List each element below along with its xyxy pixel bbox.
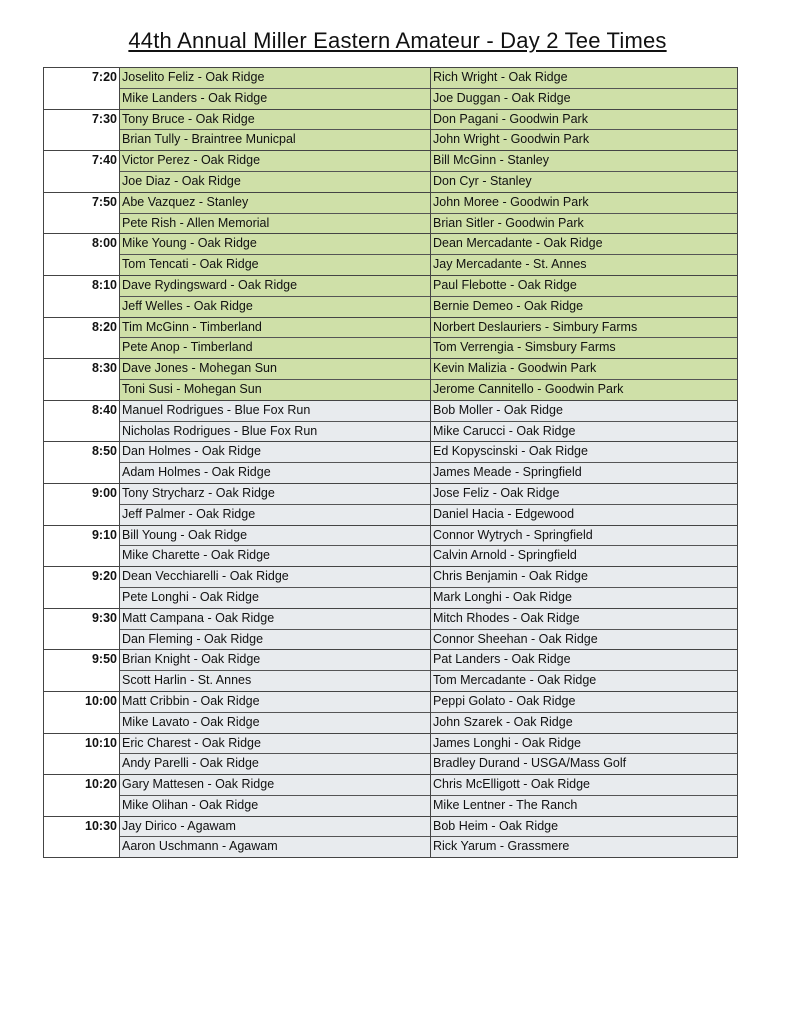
tee-time: 8:40 (44, 400, 120, 442)
player-name: Chris Benjamin - Oak Ridge (431, 567, 737, 588)
player-name: Mike Lentner - The Ranch (433, 797, 578, 812)
pair-two (431, 525, 738, 567)
player-name: Tom Tencati - Oak Ridge (122, 257, 259, 272)
player-name: Mitch Rhodes - Oak Ridge (431, 609, 737, 630)
pair-one (120, 442, 431, 484)
player-name: Jay Dirico - Agawam (120, 817, 430, 838)
player-name: Dave Jones - Mohegan Sun (120, 359, 430, 380)
pair-two (431, 483, 738, 525)
tee-time: 10:20 (44, 775, 120, 817)
pair-two (431, 400, 738, 442)
tee-time-row (44, 68, 738, 110)
pair-one (120, 317, 431, 359)
pair-one (120, 192, 431, 234)
tee-time-row (44, 816, 738, 858)
player-name: Bill McGinn - Stanley (431, 151, 737, 172)
tee-time: 7:50 (44, 192, 120, 234)
pair-two (431, 608, 738, 650)
pair-one (120, 733, 431, 775)
tee-time: 7:40 (44, 151, 120, 193)
tee-time-row (44, 483, 738, 525)
pair-two (431, 691, 738, 733)
player-name: Ed Kopyscinski - Oak Ridge (431, 442, 737, 463)
player-name: Mike Landers - Oak Ridge (122, 90, 268, 105)
player-name: Mike Young - Oak Ridge (120, 234, 430, 255)
pair-one (120, 234, 431, 276)
pair-one (120, 567, 431, 609)
tee-time: 8:00 (44, 234, 120, 276)
tee-time: 7:20 (44, 68, 120, 110)
tee-time: 9:10 (44, 525, 120, 567)
pair-one (120, 109, 431, 151)
player-name: Bill Young - Oak Ridge (120, 526, 430, 547)
player-name: Pete Rish - Allen Memorial (122, 215, 270, 230)
tee-time: 8:50 (44, 442, 120, 484)
player-name: Matt Campana - Oak Ridge (120, 609, 430, 630)
player-name: Mike Carucci - Oak Ridge (433, 423, 576, 438)
player-name: Mike Charette - Oak Ridge (122, 548, 270, 563)
player-name: Pete Longhi - Oak Ridge (122, 589, 259, 604)
pair-two (431, 359, 738, 401)
pair-two (431, 317, 738, 359)
player-name: Jay Mercadante - St. Annes (433, 257, 587, 272)
player-name: Tony Bruce - Oak Ridge (120, 110, 430, 131)
player-name: Tom Verrengia - Simsbury Farms (433, 340, 616, 355)
player-name: Tom Mercadante - Oak Ridge (433, 673, 597, 688)
player-name: Rick Yarum - Grassmere (433, 839, 570, 854)
pair-two (431, 151, 738, 193)
tee-time-row (44, 567, 738, 609)
pair-one (120, 275, 431, 317)
tee-time-row (44, 151, 738, 193)
player-name: Aaron Uschmann - Agawam (122, 839, 278, 854)
player-name: Victor Perez - Oak Ridge (120, 151, 430, 172)
pair-two (431, 234, 738, 276)
player-name: Andy Parelli - Oak Ridge (122, 756, 259, 771)
pair-one (120, 775, 431, 817)
player-name: Dan Holmes - Oak Ridge (120, 442, 430, 463)
pair-two (431, 816, 738, 858)
tee-time: 9:00 (44, 483, 120, 525)
player-name: Abe Vazquez - Stanley (120, 193, 430, 214)
player-name: Rich Wright - Oak Ridge (431, 68, 737, 89)
player-name: Dean Vecchiarelli - Oak Ridge (120, 567, 430, 588)
player-name: Bernie Demeo - Oak Ridge (433, 298, 584, 313)
player-name: Bradley Durand - USGA/Mass Golf (433, 756, 627, 771)
player-name: Bob Moller - Oak Ridge (431, 401, 737, 422)
player-name: Matt Cribbin - Oak Ridge (120, 692, 430, 713)
tee-time-row (44, 733, 738, 775)
pair-one (120, 483, 431, 525)
player-name: Norbert Deslauriers - Simbury Farms (431, 318, 737, 339)
tee-time-row (44, 109, 738, 151)
player-name: Manuel Rodrigues - Blue Fox Run (120, 401, 430, 422)
pair-one (120, 359, 431, 401)
player-name: Pat Landers - Oak Ridge (431, 650, 737, 671)
player-name: Calvin Arnold - Springfield (433, 548, 577, 563)
pair-two (431, 775, 738, 817)
player-name: Dean Mercadante - Oak Ridge (431, 234, 737, 255)
player-name: Don Cyr - Stanley (433, 173, 532, 188)
tee-time: 8:10 (44, 275, 120, 317)
player-name: Dan Fleming - Oak Ridge (122, 631, 264, 646)
tee-time: 9:50 (44, 650, 120, 692)
player-name: Kevin Malizia - Goodwin Park (431, 359, 737, 380)
pair-one (120, 608, 431, 650)
player-name: Brian Sitler - Goodwin Park (433, 215, 584, 230)
player-name: Peppi Golato - Oak Ridge (431, 692, 737, 713)
player-name: John Moree - Goodwin Park (431, 193, 737, 214)
tee-time-row (44, 400, 738, 442)
pair-two (431, 442, 738, 484)
pair-two (431, 192, 738, 234)
pair-two (431, 567, 738, 609)
tee-time-row (44, 234, 738, 276)
pair-two (431, 109, 738, 151)
player-name: Mike Lavato - Oak Ridge (122, 714, 260, 729)
pair-one (120, 68, 431, 110)
player-name: Jerome Cannitello - Goodwin Park (433, 381, 624, 396)
tee-time-row (44, 359, 738, 401)
player-name: Gary Mattesen - Oak Ridge (120, 775, 430, 796)
tee-time: 9:20 (44, 567, 120, 609)
tee-time: 10:10 (44, 733, 120, 775)
player-name: Jose Feliz - Oak Ridge (431, 484, 737, 505)
tee-time: 7:30 (44, 109, 120, 151)
player-name: Eric Charest - Oak Ridge (120, 734, 430, 755)
pair-two (431, 650, 738, 692)
pair-one (120, 151, 431, 193)
page-title: 44th Annual Miller Eastern Amateur - Day 2 Tee Times (128, 28, 667, 53)
player-name: James Meade - Springfield (433, 465, 582, 480)
player-name: Joe Diaz - Oak Ridge (122, 173, 241, 188)
tee-time: 10:30 (44, 816, 120, 858)
player-name: Connor Sheehan - Oak Ridge (433, 631, 598, 646)
tee-time: 8:20 (44, 317, 120, 359)
player-name: John Wright - Goodwin Park (433, 132, 590, 147)
tee-time-row (44, 317, 738, 359)
player-name: Adam Holmes - Oak Ridge (122, 465, 271, 480)
player-name: Brian Knight - Oak Ridge (120, 650, 430, 671)
tee-times-table (43, 67, 738, 858)
player-name: Nicholas Rodrigues - Blue Fox Run (122, 423, 318, 438)
player-name: Don Pagani - Goodwin Park (431, 110, 737, 131)
player-name: Mike Olihan - Oak Ridge (122, 797, 259, 812)
pair-two (431, 68, 738, 110)
pair-one (120, 691, 431, 733)
tee-time-row (44, 775, 738, 817)
player-name: Toni Susi - Mohegan Sun (122, 381, 262, 396)
player-name: Tony Strycharz - Oak Ridge (120, 484, 430, 505)
player-name: Tim McGinn - Timberland (120, 318, 430, 339)
player-name: John Szarek - Oak Ridge (433, 714, 573, 729)
player-name: Mark Longhi - Oak Ridge (433, 589, 572, 604)
pair-two (431, 733, 738, 775)
pair-one (120, 525, 431, 567)
player-name: James Longhi - Oak Ridge (431, 734, 737, 755)
tee-time-row (44, 650, 738, 692)
tee-time-row (44, 275, 738, 317)
tee-time: 8:30 (44, 359, 120, 401)
player-name: Connor Wytrych - Springfield (431, 526, 737, 547)
player-name: Paul Flebotte - Oak Ridge (431, 276, 737, 297)
tee-time-row (44, 192, 738, 234)
tee-time-row (44, 525, 738, 567)
pair-one (120, 650, 431, 692)
player-name: Scott Harlin - St. Annes (122, 673, 252, 688)
player-name: Dave Rydingsward - Oak Ridge (120, 276, 430, 297)
player-name: Chris McElligott - Oak Ridge (431, 775, 737, 796)
tee-time-row (44, 442, 738, 484)
pair-two (431, 275, 738, 317)
tee-time: 9:30 (44, 608, 120, 650)
player-name: Pete Anop - Timberland (122, 340, 253, 355)
player-name: Bob Heim - Oak Ridge (431, 817, 737, 838)
player-name: Brian Tully - Braintree Municpal (122, 132, 296, 147)
player-name: Joe Duggan - Oak Ridge (433, 90, 571, 105)
player-name: Jeff Palmer - Oak Ridge (122, 506, 256, 521)
player-name: Joselito Feliz - Oak Ridge (120, 68, 430, 89)
player-name: Jeff Welles - Oak Ridge (122, 298, 253, 313)
tee-time: 10:00 (44, 691, 120, 733)
tee-time-row (44, 691, 738, 733)
pair-one (120, 816, 431, 858)
pair-one (120, 400, 431, 442)
player-name: Daniel Hacia - Edgewood (433, 506, 575, 521)
tee-time-row (44, 608, 738, 650)
